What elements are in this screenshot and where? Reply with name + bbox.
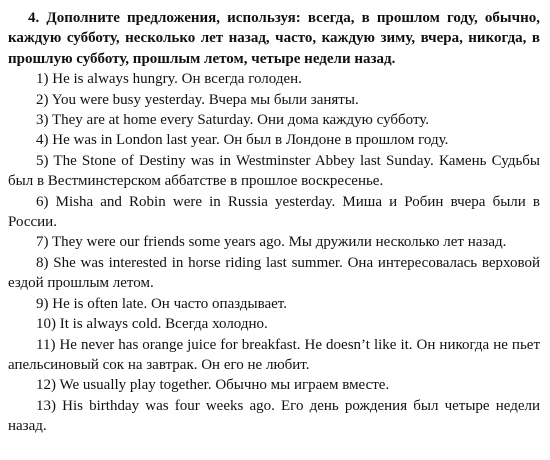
sentence-text: The Stone of Destiny was in Westminster Abbey last Sunday. Камень Судьбы был в Вестминстерском аббатстве в прошлое воскресенье. <box>8 152 541 190</box>
sentence-12 <box>8 375 540 395</box>
sentence-2 <box>8 90 540 110</box>
sentence-text: You were busy yesterday. Вчера мы были заняты. <box>51 91 359 108</box>
sentence-number: 12) <box>36 377 56 394</box>
sentence-text: He never has orange juice for breakfast. He doesn’t like it. Он никогда не пьет апельсиновый сок на завтрак. Он его не любит. <box>8 336 540 373</box>
sentence-1 <box>8 69 540 89</box>
sentence-text: They were our friends some years ago. Мы дружили несколько лет назад. <box>51 234 507 251</box>
sentence-9 <box>8 294 540 314</box>
sentence-6 <box>8 192 540 233</box>
sentence-text: His birthday was four weeks ago. Его день рождения был четыре недели назад. <box>8 397 540 435</box>
task-instruction: Дополните предложения, используя: всегда, в прошлом году, обычно, каждую субботу, несколько лет назад, часто, каждую зиму, вчера, никогда, в прошлую субботу, прошлым летом, четыре недели назад. <box>8 10 540 67</box>
sentence-text: She was interested in horse riding last summer. Она интересовалась верховой ездой прошлым летом. <box>8 254 540 292</box>
sentence-4 <box>8 130 540 150</box>
sentence-7 <box>8 232 540 252</box>
sentence-number: 3) <box>36 112 49 129</box>
sentence-number: 7) <box>36 234 49 251</box>
sentence-10 <box>8 314 540 334</box>
sentence-text: Misha and Robin were in Russia yesterday. Миша и Робин вчера были в России. <box>8 193 541 231</box>
sentence-number: 4) <box>36 132 49 149</box>
sentence-text: It is always cold. Всегда холодно. <box>59 316 268 333</box>
sentence-text: He was in London last year. Он был в Лондоне в прошлом году. <box>52 132 449 149</box>
sentence-13 <box>8 396 540 437</box>
sentence-11 <box>8 335 540 376</box>
sentence-number: 9) <box>36 295 49 312</box>
sentence-text: He is often late. Он часто опаздывает. <box>52 295 287 312</box>
sentence-number: 13) <box>36 397 56 414</box>
sentence-3 <box>8 110 540 130</box>
sentence-number: 1) <box>36 71 49 88</box>
sentence-number: 8) <box>36 254 49 271</box>
task-number: 4. <box>28 10 40 26</box>
sentence-number: 2) <box>36 91 49 108</box>
sentence-text: They are at home every Saturday. Они дома каждую субботу. <box>51 112 430 129</box>
sentence-8 <box>8 253 540 294</box>
sentence-number: 5) <box>36 152 49 169</box>
sentence-number: 6) <box>36 193 49 210</box>
task-heading <box>8 8 540 69</box>
sentence-number: 11) <box>36 336 56 353</box>
sentence-number: 10) <box>36 316 56 333</box>
sentence-5 <box>8 151 540 192</box>
sentence-text: We usually play together. Обычно мы играем вместе. <box>59 377 390 394</box>
sentence-text: He is always hungry. Он всегда голоден. <box>52 71 302 88</box>
